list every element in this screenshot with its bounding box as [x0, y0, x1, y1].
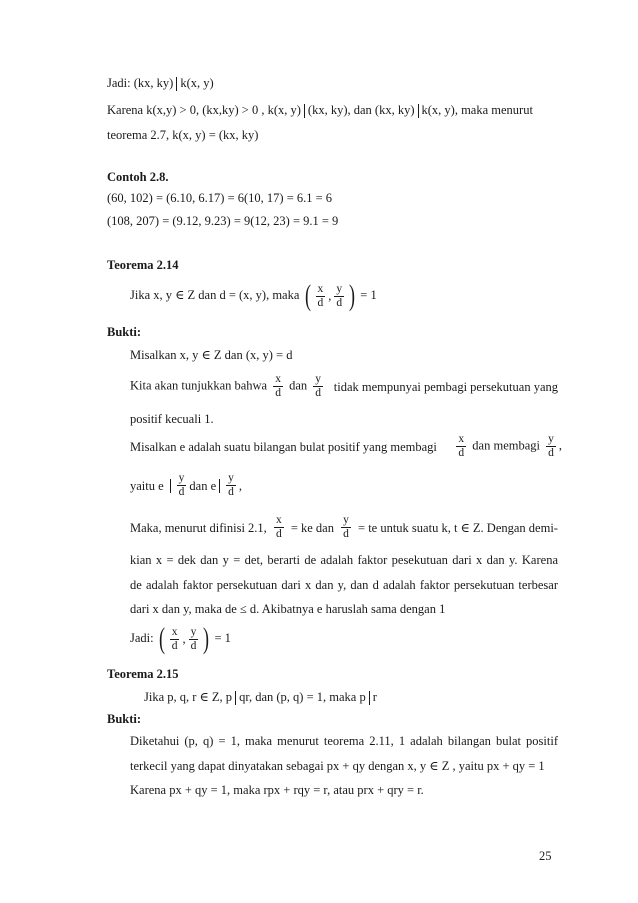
divides-bar: [304, 104, 305, 118]
denominator: d: [275, 528, 282, 540]
fraction-x-d: [274, 514, 284, 541]
paren-left: (: [158, 622, 165, 656]
text: Kita akan tunjukkan bahwa: [130, 378, 268, 393]
numerator: x: [171, 625, 178, 638]
fraction-x-d: [273, 373, 283, 400]
numerator: y: [336, 282, 343, 295]
text: k(x, y), maka menurut: [421, 103, 533, 117]
denominator: d: [343, 528, 349, 540]
fraction-tuple: [303, 281, 358, 311]
text: = ke dan: [290, 520, 334, 535]
numerator: x: [458, 433, 465, 445]
bukti-1-conclusion: [130, 623, 231, 654]
comma: ,: [182, 632, 186, 647]
teorema27-line: teorema 2.7, k(x, y) = (kx, ky): [107, 128, 259, 142]
fraction-y-d: [226, 472, 236, 499]
bukti-1-line-4: [130, 433, 562, 460]
denominator: d: [190, 639, 197, 652]
fraction-x-d: [170, 626, 180, 653]
contoh-line-1: (60, 102) = (6.10, 6.17) = 6(10, 17) = 6.1 = 6: [107, 191, 333, 205]
text: dan e: [189, 478, 217, 493]
denominator: d: [228, 486, 234, 498]
bukti-2-line-2: terkecil yang dapat dinyatakan sebagai px + qy dengan x, y ∈ Z , yaitu px + qy = 1: [130, 759, 545, 773]
text: = 1: [214, 631, 231, 645]
paren-right: ): [349, 279, 356, 313]
text: dan membagi: [472, 438, 540, 453]
text: tidak mempunyai pembagi persekutuan yang: [333, 379, 558, 394]
text: Karena k(x,y) > 0, (kx,ky) > 0 , k(x, y): [107, 103, 301, 117]
fraction-y-d: [341, 514, 351, 541]
bukti-1-title: Bukti:: [107, 325, 142, 339]
denominator: d: [317, 296, 324, 309]
text: ,: [238, 478, 243, 493]
text: Jadi:: [130, 631, 154, 645]
divides-bar: [219, 479, 220, 493]
fraction-y-d: [189, 626, 199, 653]
fraction-y-d: [334, 283, 344, 310]
numerator: y: [343, 514, 349, 526]
denominator: d: [171, 639, 178, 652]
numerator: y: [315, 373, 322, 385]
text: qr, dan (p, q) = 1, maka p: [239, 690, 366, 704]
bukti-1-line-7: kian x = dek dan y = det, berarti de adalah faktor pesekutuan dari x dan y. Karena: [130, 553, 558, 567]
text: Jadi: (kx, ky): [107, 76, 174, 90]
karena-line: [107, 103, 551, 118]
divides-bar: [170, 479, 171, 493]
numerator: y: [178, 472, 185, 484]
bukti-1-line-8: de adalah faktor persekutuan dari x dan y, dan d adalah faktor persekutuan terbesar: [130, 578, 558, 592]
contoh-title: Contoh 2.8.: [107, 170, 169, 184]
page-number: 25: [539, 849, 552, 863]
divides-bar: [369, 691, 370, 705]
numerator: x: [275, 514, 282, 526]
divides-bar: [176, 77, 177, 91]
text: dan: [289, 378, 308, 393]
denominator: d: [458, 447, 465, 459]
bukti-2-line-3: Karena px + qy = 1, maka rpx + rqy = r, atau prx + qry = r.: [130, 783, 424, 797]
contoh-line-2: (108, 207) = (9.12, 9.23) = 9(12, 23) = 9.1 = 9: [107, 214, 339, 228]
text: yaitu e: [130, 478, 164, 493]
bukti-2-title: Bukti:: [107, 712, 142, 726]
numerator: x: [275, 373, 281, 385]
fraction-y-d: [546, 433, 556, 460]
denominator: d: [315, 387, 322, 399]
text: = 1: [360, 288, 377, 302]
text: Jika x, y ∈ Z dan d = (x, y), maka: [130, 288, 300, 302]
numerator: x: [317, 282, 324, 295]
bukti-1-line-3: positif kecuali 1.: [130, 412, 214, 426]
denominator: d: [548, 447, 554, 459]
paren-left: (: [304, 279, 311, 313]
bukti-1-line-6: [130, 514, 558, 541]
text: ,: [558, 438, 562, 453]
text: r: [372, 690, 377, 704]
fraction-x-d: [316, 283, 326, 310]
teorema-215-title: Teorema 2.15: [107, 667, 179, 681]
divides-bar: [235, 691, 236, 705]
teorema-214-statement: [130, 280, 377, 311]
text: Jika p, q, r ∈ Z, p: [144, 690, 233, 704]
text: = te untuk suatu k, t ∈ Z. Dengan demi-: [358, 520, 558, 535]
bukti-1-line-1: Misalkan x, y ∈ Z dan (x, y) = d: [130, 348, 293, 362]
text: (kx, ky), dan (kx, ky): [307, 103, 415, 117]
text: Misalkan e adalah suatu bilangan bulat positif yang membagi: [130, 439, 437, 454]
denominator: d: [336, 296, 343, 309]
comma: ,: [328, 289, 332, 304]
fraction-x-d: [456, 433, 466, 460]
paren-right: ): [203, 622, 210, 656]
bukti-1-line-2: [130, 373, 558, 400]
teorema-214-title: Teorema 2.14: [107, 258, 179, 272]
numerator: y: [548, 433, 554, 445]
numerator: y: [228, 472, 234, 484]
bukti-2-line-1: Diketahui (p, q) = 1, maka menurut teorema 2.11, 1 adalah bilangan bulat positif: [130, 734, 558, 748]
divides-bar: [418, 104, 419, 118]
fraction-tuple: [157, 624, 212, 654]
fraction-y-d: [313, 373, 323, 400]
bukti-1-line-5: [130, 472, 242, 499]
jadi-line: [107, 76, 214, 91]
denominator: d: [275, 387, 281, 399]
text: k(x, y): [180, 76, 214, 90]
teorema-215-statement: [144, 690, 377, 705]
denominator: d: [178, 486, 185, 498]
numerator: y: [190, 625, 197, 638]
text: Maka, menurut difinisi 2.1,: [130, 520, 267, 535]
bukti-1-line-9: dari x dan y, maka de ≤ d. Akibatnya e haruslah sama dengan 1: [130, 602, 446, 616]
fraction-y-d: [177, 472, 187, 499]
